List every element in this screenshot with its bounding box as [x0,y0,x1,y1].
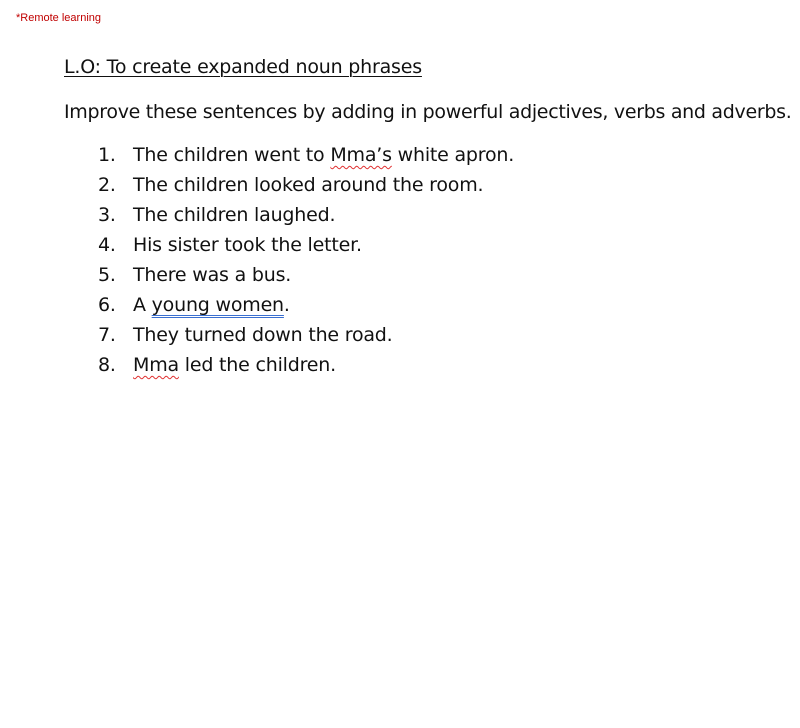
item-number: 3. [98,204,116,226]
item-number: 2. [98,174,116,196]
sentence-text: The children laughed. [133,204,336,226]
sentence-text [133,354,336,376]
list-item [98,324,514,354]
sentence-text [133,294,290,316]
grammar-flag: young women [151,294,284,316]
sentence-text-before: A [133,294,152,316]
item-number: 5. [98,264,116,286]
sentence-list [98,144,514,384]
item-number: 7. [98,324,116,346]
item-number: 8. [98,354,116,376]
sentence-text: The children looked around the room. [133,174,484,196]
header-note: *Remote learning [16,12,101,24]
list-item [98,174,514,204]
learning-objective-title: L.O: To create expanded noun phrases [64,56,422,78]
sentence-text-after: white apron. [391,144,515,166]
list-item [98,294,514,324]
list-item [98,264,514,294]
sentence-text [133,144,514,166]
sentence-text: There was a bus. [133,264,292,286]
sentence-text-after: led the children. [178,354,336,376]
sentence-text-after: . [283,294,290,316]
spelling-flag: Mma [133,354,179,376]
item-number: 4. [98,234,116,256]
sentence-text: They turned down the road. [133,324,393,346]
item-number: 1. [98,144,116,166]
list-item [98,144,514,174]
instruction-text: Improve these sentences by adding in powerful adjectives, verbs and adverbs. [64,101,792,123]
list-item [98,204,514,234]
list-item [98,354,514,384]
sentence-text: His sister took the letter. [133,234,362,256]
sentence-text-before: The children went to [133,144,331,166]
list-item [98,234,514,264]
item-number: 6. [98,294,116,316]
spelling-flag: Mma’s [330,144,392,166]
